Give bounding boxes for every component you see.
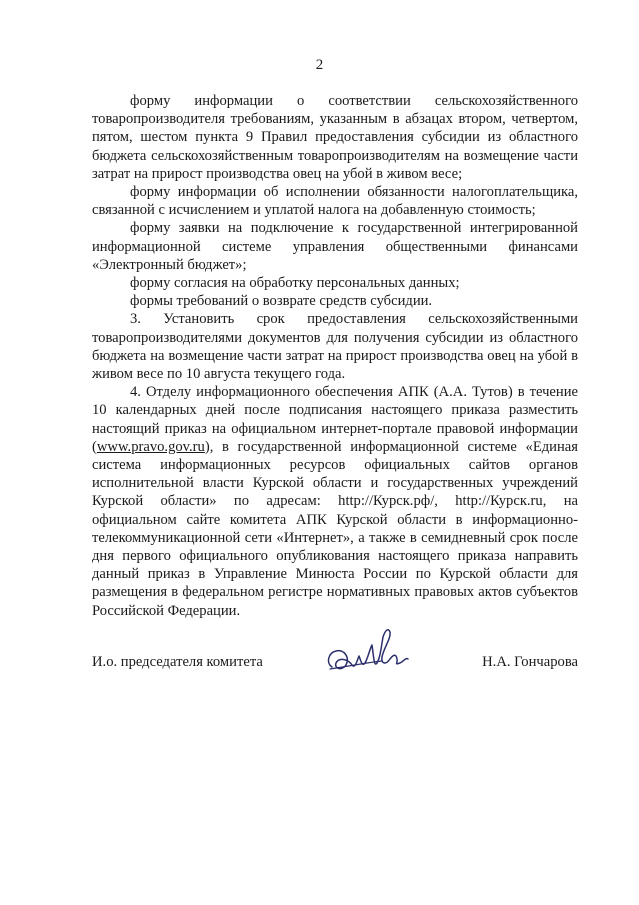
paragraph-item-4	[92, 383, 578, 620]
signature-block	[92, 645, 578, 685]
paragraph-budget-application-form: форму заявки на подключение к государственной интегрированной информационной системе управления общественными финансами «Электронный бюджет»;	[92, 220, 578, 273]
document-body	[92, 92, 578, 620]
paragraph-tax-form: форму информации об исполнении обязанности налогоплательщика, связанной с исчислением и уплатой налога на добавленную стоимость;	[92, 184, 578, 219]
signatory-title: И.о. председателя комитета	[92, 654, 263, 670]
paragraph-item-4-text-end: ), в государственной информационной системе «Единая система информационных ресурсов официальных сайтов органов исполнительной власти Курской области и государственных учреждений Курской области» по адресам: http://Курск.рф/, http://Курск.ru, на официальном сайте комитета АПК Курской области в информационно-телекоммуникационной сети «Интернет», а также в семидневный срок после дня первого официального опубликования настоящего приказа направить данный приказ в Управление Минюста России по Курской области для размещения в федеральном регистре нормативных правовых актов субъектов Российской Федерации.	[92, 438, 578, 619]
paragraph-refund-form: формы требований о возврате средств субсидии.	[130, 293, 433, 310]
paragraph-item-4-text-start: 4. Отделу информационного обеспечения АПК (А.А. Тутов) в течение 10 календарных дней после подписания настоящего приказа разместить настоящий приказ на официальном интернет-портале правовой информации (	[92, 384, 578, 455]
paragraph-consent-form: форму согласия на обработку персональных данных;	[130, 275, 460, 292]
pravo-link[interactable]: www.pravo.gov.ru	[96, 438, 205, 455]
handwritten-signature	[324, 623, 414, 681]
paragraph-information-form: форму информации о соответствии сельскохозяйственного товаропроизводителя требованиям, указанным в абзацах втором, четвертом, пятом, шестом пункта 9 Правил предоставления субсидии из областного бюджета сельскохозяйственным товаропроизводителям на возмещение части затрат на прирост производства овец на убой в живом весе;	[92, 93, 578, 182]
signatory-name: Н.А. Гончарова	[482, 654, 578, 670]
paragraph-item-3: 3. Установить срок предоставления сельскохозяйственными товаропроизводителями документов для получения субсидии из областного бюджета на возмещение части затрат на прирост производства овец на убой в живом весе по 10 августа текущего года.	[92, 311, 578, 383]
page-number: 2	[315, 57, 324, 73]
